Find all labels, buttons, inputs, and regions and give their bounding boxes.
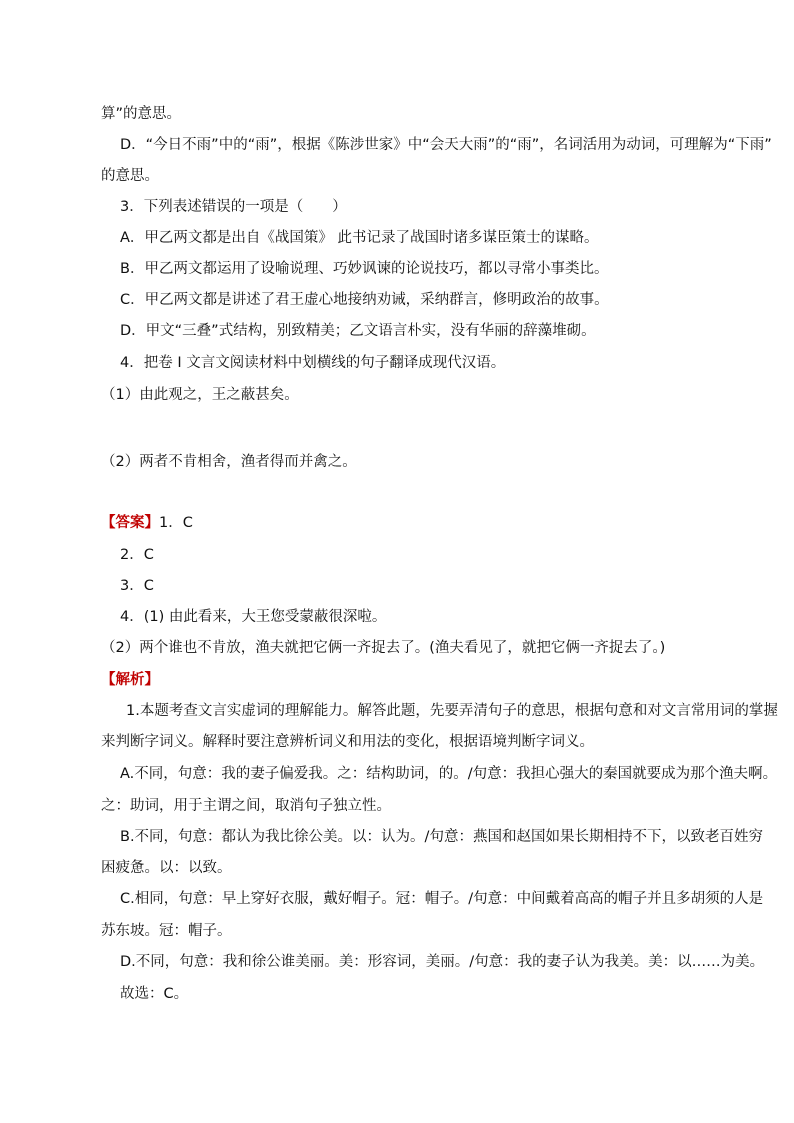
question4-item-2: （2）两者不肯相舍，渔者得而并禽之。 [101, 454, 357, 470]
question3-option-d: D．甲文“三叠”式结构，别致精美；乙文语言朴实，没有华丽的辞藻堆砌。 [120, 323, 596, 339]
answer-4-2: （2）两个谁也不肯放，渔夫就把它俩一齐捉去了。(渔夫看见了，就把它俩一齐捉去了。) [101, 640, 666, 656]
answer-2: 2．C [120, 547, 154, 563]
analysis-line: 1.本题考查文言实虚词的理解能力。解答此题，先要弄清句子的意思，根据句意和对文言常用词的掌握 [126, 703, 778, 719]
analysis-conclusion: 故选：C。 [120, 986, 189, 1002]
analysis-line: D.不同，句意：我和徐公谁美丽。美：形容词，美丽。/句意：我的妻子认为我美。美：以……为美。 [120, 954, 765, 970]
analysis-line: 之：助词，用于主谓之间，取消句子独立性。 [101, 798, 391, 814]
answer-1: 1．C [159, 515, 193, 531]
analysis-line: 困疲惫。以：以致。 [101, 860, 232, 876]
option-c-continuation: 算”的意思。 [101, 106, 182, 122]
analysis-line: 苏东坡。冠：帽子。 [101, 923, 232, 939]
question4-item-1: （1）由此观之，王之蔽甚矣。 [101, 387, 299, 403]
question3-option-b: B．甲乙两文都运用了设喻说理、巧妙讽谏的论说技巧，都以寻常小事类比。 [120, 261, 609, 277]
analysis-line: A.不同，句意：我的妻子偏爱我。之：结构助词，的。/句意：我担心强大的秦国就要成为那个渔夫啊。 [120, 766, 778, 782]
answer-3: 3．C [120, 578, 154, 594]
analysis-line: 来判断字词义。解释时要注意辨析词义和用法的变化，根据语境判断字词义。 [101, 734, 594, 750]
question4-stem: 4．把卷 I 文言文阅读材料中划横线的句子翻译成现代汉语。 [120, 355, 506, 371]
question3-option-a: A．甲乙两文都是出自《战国策》 此书记录了战国时诸多谋臣策士的谋略。 [120, 230, 599, 246]
answer-first-line [101, 513, 193, 533]
question3-option-c: C．甲乙两文都是讲述了君王虚心地接纳劝诫，采纳群言，修明政治的故事。 [120, 292, 609, 308]
analysis-line: B.不同，句意：都认为我比徐公美。以：认为。/句意：燕国和赵国如果长期相持不下，以致老百姓穷 [120, 829, 763, 845]
question3-stem: 3．下列表述错误的一项是（ ） [120, 199, 347, 215]
option-d-line1: D．“今日不雨”中的“雨”，根据《陈涉世家》中“会天大雨”的“雨”，名词活用为动词，可理解为“下雨” [120, 137, 772, 153]
analysis-line: C.相同，句意：早上穿好衣服，戴好帽子。冠：帽子。/句意：中间戴着高高的帽子并且多胡须的人是 [120, 891, 764, 907]
answer-4-1: 4．(1) 由此看来，大王您受蒙蔽很深啦。 [120, 609, 387, 625]
analysis-label: 【解析】 [101, 672, 159, 688]
option-d-line2: 的意思。 [101, 168, 159, 184]
answer-label: 【答案】 [101, 515, 159, 531]
